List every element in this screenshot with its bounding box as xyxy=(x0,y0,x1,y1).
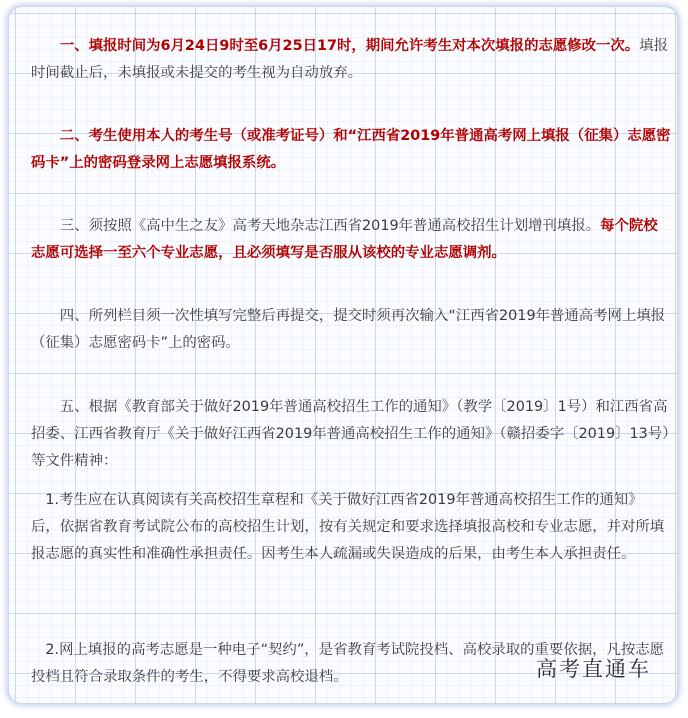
notice-card xyxy=(8,6,678,704)
paragraph-4: 四、所列栏目须一次性填写完整后再提交，提交时须再次输入“江西省2019年普通高考网上填报（征集）志愿密码卡”上的密码。 xyxy=(31,308,666,351)
paragraph-1 xyxy=(31,33,671,87)
watermark: 高考直通车 xyxy=(536,657,651,681)
paragraph-1-bold: 一、填报时间为6月24日9时至6月25日17时，期间允许考生对本次填报的志愿修改一次。 xyxy=(59,38,640,54)
paragraph-2: 二、考生使用本人的考生号（或准考证号）和“江西省2019年普通高考网上填报（征集）志愿密码卡”上的密码登录网上志愿填报系统。 xyxy=(31,128,671,171)
paragraph-3-normal: 三、须按照《高中生之友》高考天地杂志江西省2019年普通高校招生计划增刊填报。 xyxy=(59,218,601,234)
paragraph-3-bold: 每个院校志愿可选择一至六个专业志愿，且必须填写是否服从该校的专业志愿调剂。 xyxy=(31,218,658,261)
paragraph-5: 五、根据《教育部关于做好2019年普通高校招生工作的通知》（教学〔2019〕1号）和江西省高招委、江西省教育厅《关于做好江西省2019年普通高校招生工作的通知》（赣招委字〔2019〕13号）等文件精神： xyxy=(31,399,670,469)
paragraph-6: 1.考生应在认真阅读有关高校招生章程和《关于做好江西省2019年普通高校招生工作的通知》后，依据省教育考试院公布的高校招生计划，按有关规定和要求选择填报高校和专业志愿，并对所填报志愿的真实性和准确性承担责任。因考生本人疏漏或失误造成的后果，由考生本人承担责任。 xyxy=(31,492,665,562)
paragraph-7: 2.网上填报的高考志愿是一种电子“契约”，是省教育考试院投档、高校录取的重要依据，凡按志愿投档且符合录取条件的考生，不得要求高校退档。 xyxy=(31,642,665,685)
paragraph-1-normal: 填报时间截止后，未填报或未提交的考生视为自动放弃。 xyxy=(31,38,668,81)
paragraph-3 xyxy=(31,213,671,267)
